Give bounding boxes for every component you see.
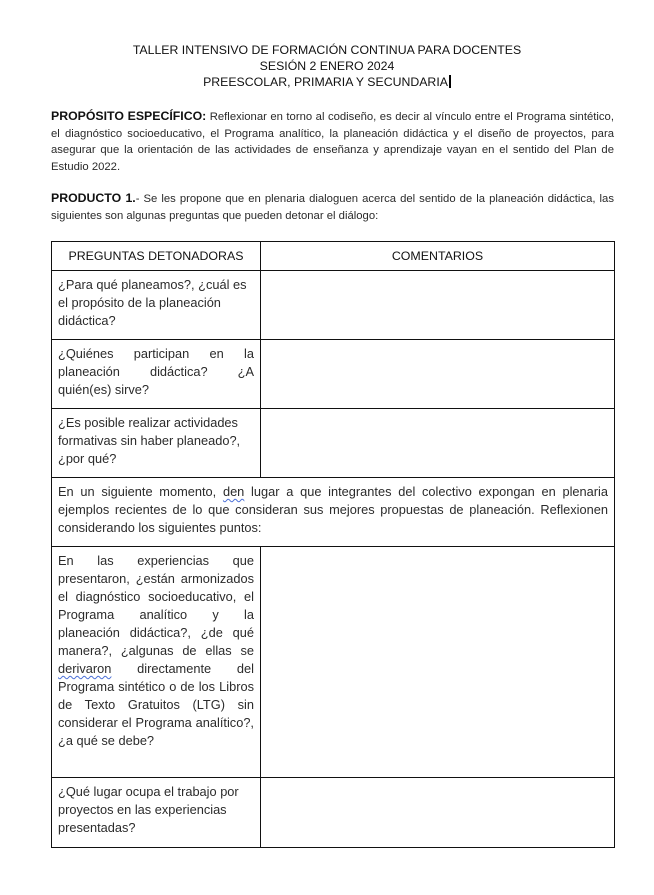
- instruction-text-start: En un siguiente momento,: [58, 484, 223, 499]
- instruction-cell[interactable]: [52, 478, 615, 547]
- spellcheck-word[interactable]: den: [222, 484, 245, 499]
- table-merged-row: [52, 478, 615, 547]
- question-cell[interactable]: ¿Para qué planeamos?, ¿cuál es el propósito de la planeación didáctica?: [52, 271, 261, 340]
- table-row: [52, 271, 615, 340]
- table-row: [52, 409, 615, 478]
- producto-label: PRODUCTO 1.: [51, 191, 136, 205]
- proposito-text: Reflexionar en torno al codiseño, es decir al vínculo entre el Programa sintético, el diagnóstico socioeducativo, el Programa analítico, la planeación didáctica y el diseño de proyectos, para asegurar que la orientación de las actividades de enseñanza y aprendizaje vayan en el sentido del Plan de Estudio 2022.: [51, 111, 614, 173]
- producto-text: - Se les propone que en plenaria dialoguen acerca del sentido de la planeación didáctica, las siguientes son algunas preguntas que pueden detonar el diálogo:: [51, 193, 614, 222]
- title-line-session: SESIÓN 2 ENERO 2024: [259, 59, 395, 73]
- comment-cell[interactable]: [261, 409, 615, 478]
- title-line-levels: [0, 74, 654, 90]
- text-cursor: [449, 75, 451, 88]
- producto-paragraph: [51, 190, 614, 224]
- proposito-paragraph: [51, 108, 614, 175]
- title-line-workshop: TALLER INTENSIVO DE FORMACIÓN CONTINUA PARA DOCENTES: [132, 43, 522, 57]
- proposito-label: PROPÓSITO ESPECÍFICO:: [51, 109, 207, 123]
- comment-cell[interactable]: [261, 340, 615, 409]
- header-comentarios: COMENTARIOS: [261, 242, 615, 271]
- question-cell[interactable]: ¿Quiénes participan en la planeación didáctica? ¿A quién(es) sirve?: [52, 340, 261, 409]
- table-row: [52, 340, 615, 409]
- table-row: [52, 778, 615, 848]
- question-cell[interactable]: ¿Es posible realizar actividades formativas sin haber planeado?, ¿por qué?: [52, 409, 261, 478]
- document-title: [0, 42, 654, 90]
- instruction-text-end: lugar a que integrantes del colectivo expongan en plenaria ejemplos recientes de lo que consideran sus mejores propuestas de planeación. Reflexionen considerando los siguientes puntos:: [58, 484, 609, 535]
- comment-cell[interactable]: [261, 778, 615, 848]
- title-line-levels-text: PREESCOLAR, PRIMARIA Y SECUNDARIA: [203, 75, 448, 89]
- questions-table: [51, 241, 615, 848]
- table-row: [52, 547, 615, 778]
- comment-cell[interactable]: [261, 271, 615, 340]
- comment-cell[interactable]: [261, 547, 615, 778]
- question-text-end: directamente del Programa sintético o de los Libros de Texto Gratuitos (LTG) sin considerar el Programa analítico?, ¿a qué se debe?: [58, 661, 254, 748]
- question-cell[interactable]: [52, 547, 261, 778]
- header-preguntas: PREGUNTAS DETONADORAS: [52, 242, 261, 271]
- question-cell[interactable]: ¿Qué lugar ocupa el trabajo por proyectos en las experiencias presentadas?: [52, 778, 261, 848]
- question-text-start: En las experiencias que presentaron, ¿están armonizados el diagnóstico socioeducativo, el Programa analítico y la planeación didáctica?, ¿de qué manera?, ¿algunas de ellas se: [58, 553, 254, 658]
- table-header-row: [52, 242, 615, 271]
- spellcheck-word[interactable]: derivaron: [58, 661, 112, 676]
